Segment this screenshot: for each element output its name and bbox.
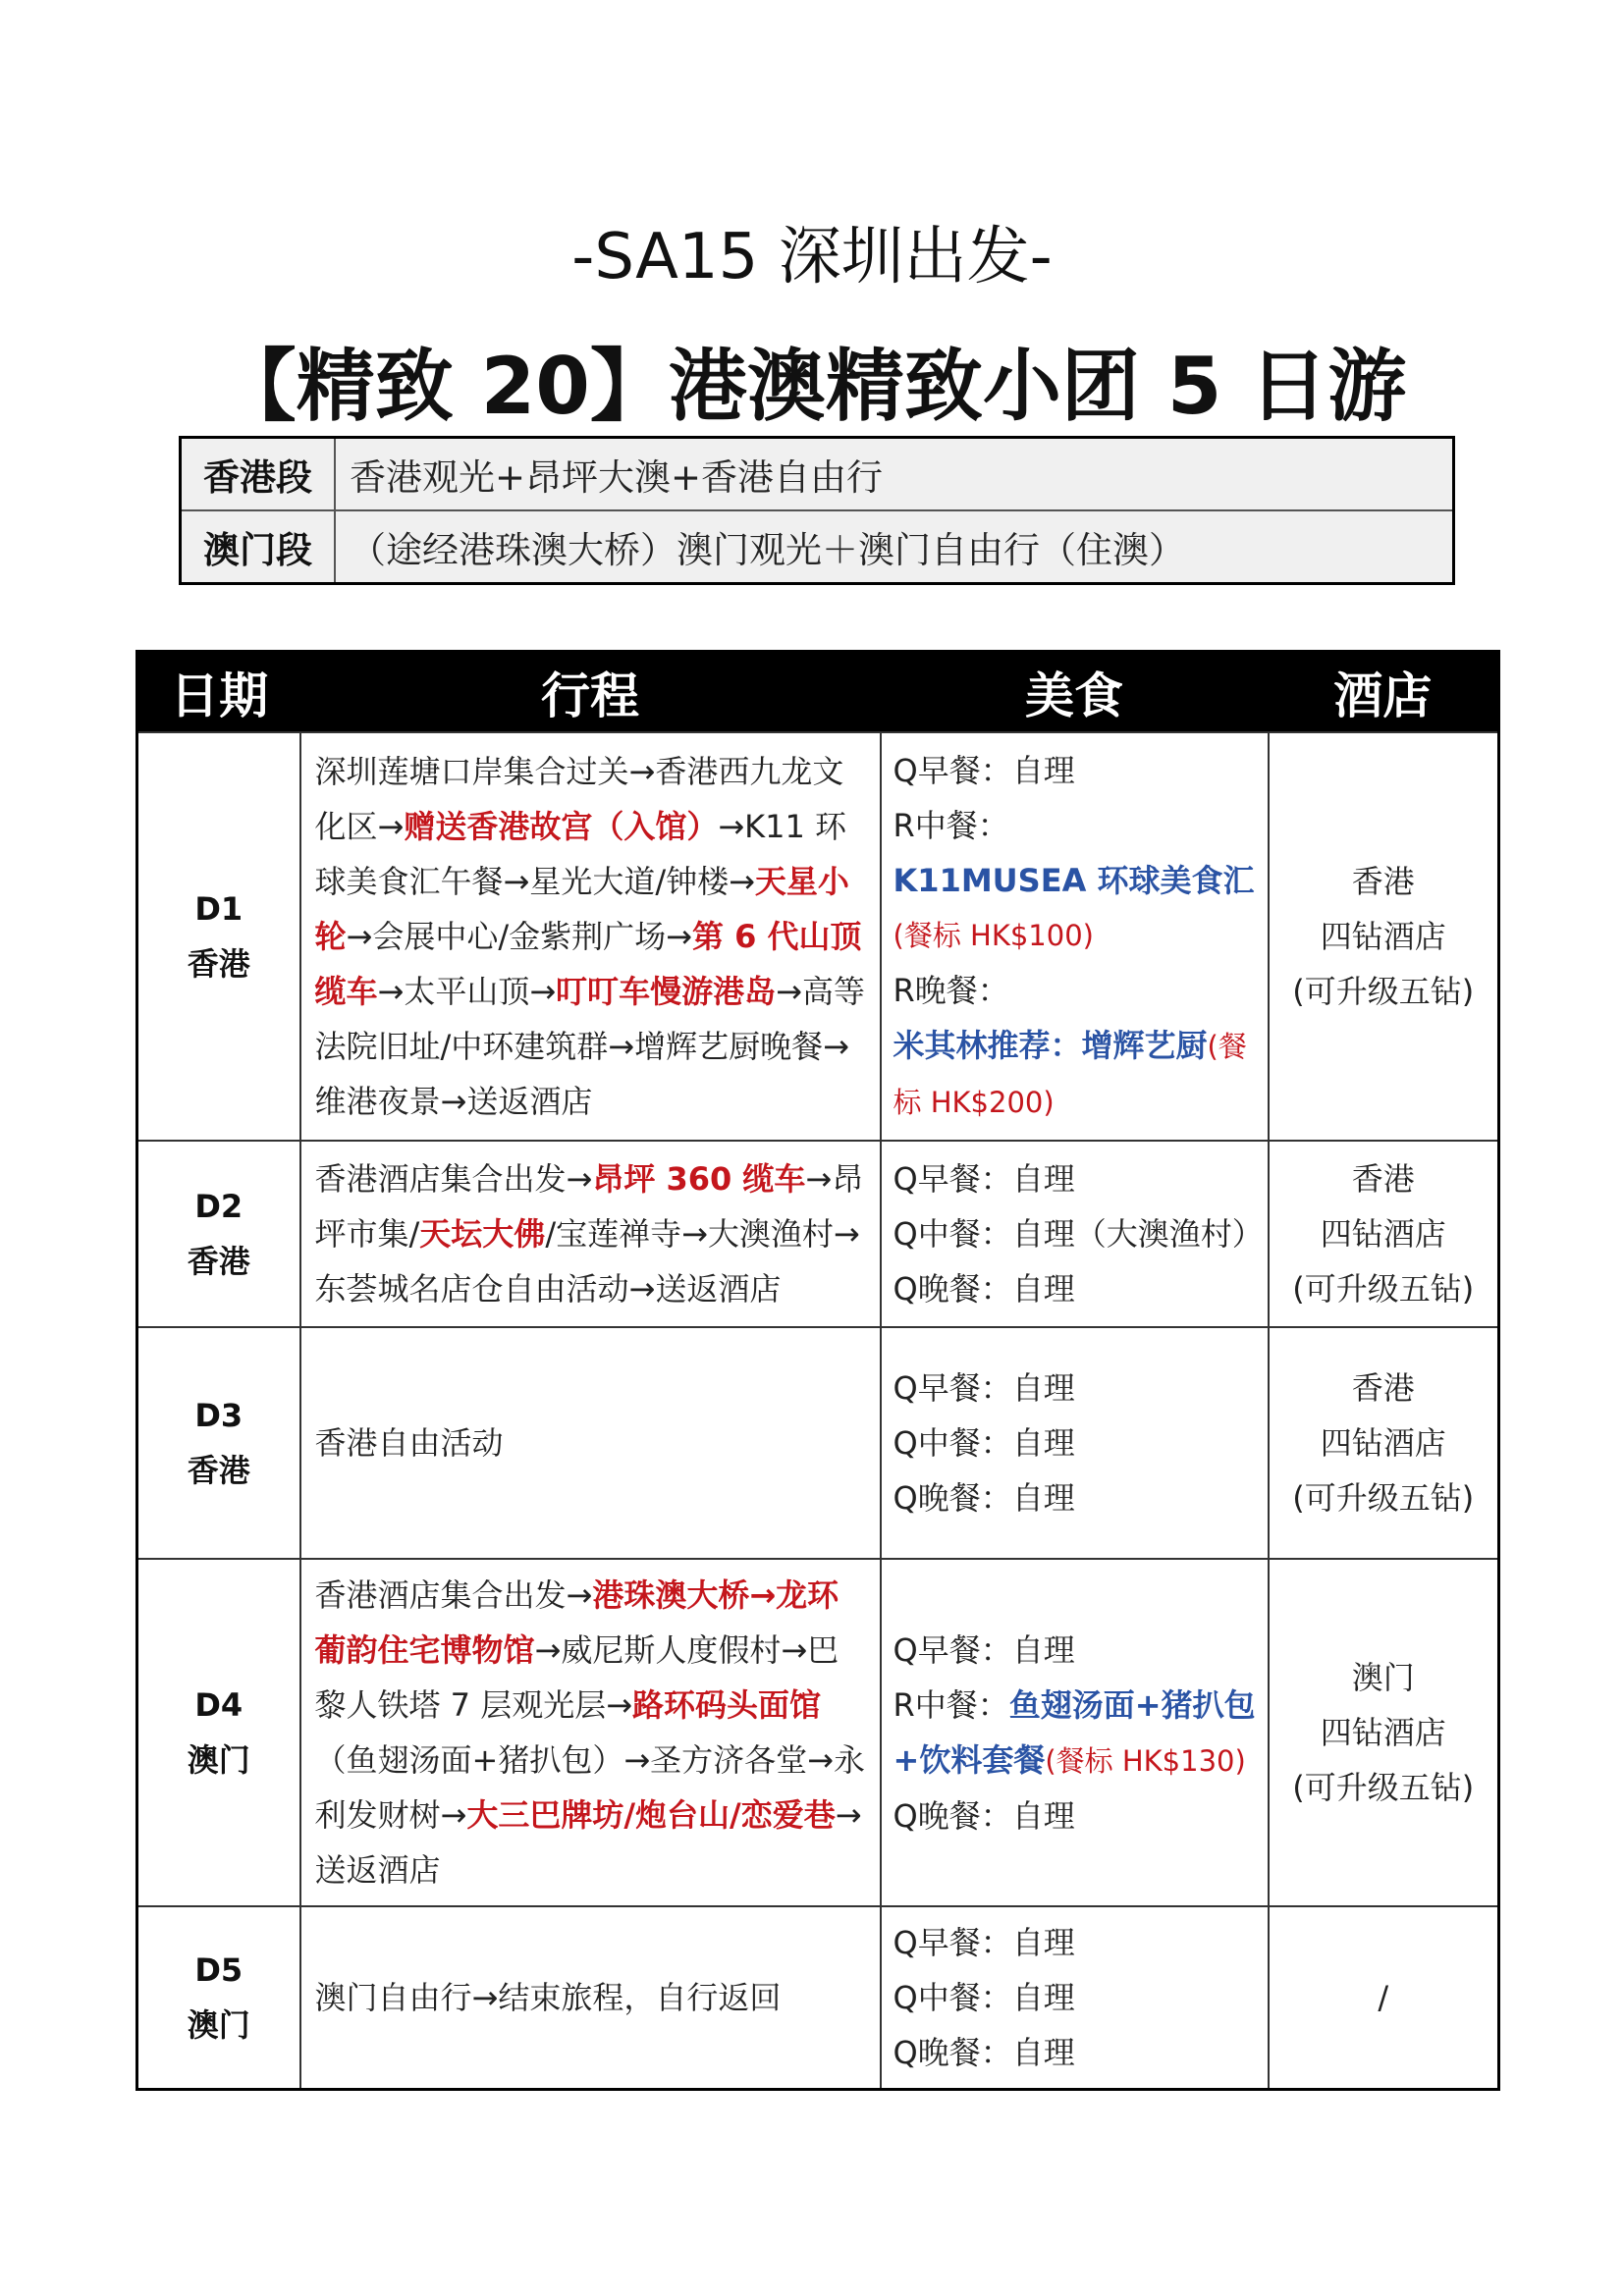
route-cell: 香港自由活动 <box>300 1327 881 1559</box>
day-city: 香港 <box>187 1452 250 1489</box>
route-text: 香港酒店集合出发→ <box>314 1160 593 1198</box>
day-code: D5 <box>194 1951 244 1989</box>
meal-cell <box>881 732 1269 1141</box>
segment-value: （途经港珠澳大桥）澳门观光＋澳门自由行（住澳） <box>335 510 1454 584</box>
itinerary-header-row <box>137 652 1499 733</box>
lunch-price: (餐标 HK$130) <box>1045 1743 1246 1778</box>
day-cell <box>137 1906 300 2090</box>
hotel-cell <box>1269 1141 1499 1327</box>
day-city: 澳门 <box>187 2006 250 2044</box>
hotel-grade: 四钻酒店 <box>1320 1424 1446 1462</box>
route-highlight: 第 6 代山顶缆车 <box>314 918 862 1010</box>
day-row <box>137 1141 1499 1327</box>
route-highlight: 赠送香港故宫（入馆） <box>404 808 719 845</box>
day-row <box>137 732 1499 1141</box>
route-text: →送返酒店 <box>314 1796 862 1889</box>
breakfast: Q早餐：自理 <box>893 752 1075 789</box>
route-text: 深圳莲塘口岸集合过关→香港西九龙文化区→ <box>314 753 844 845</box>
breakfast: Q早餐：自理 <box>893 1630 1075 1669</box>
header-date: 日期 <box>137 652 300 733</box>
dinner-price: (餐标 HK$200) <box>893 1030 1247 1119</box>
day-code: D2 <box>194 1188 244 1225</box>
route-cell <box>300 1141 881 1327</box>
dinner: Q晚餐：自理 <box>893 2034 1075 2071</box>
header-route: 行程 <box>300 652 881 733</box>
route-text: →威尼斯人度假村→巴黎人铁塔 7 层观光层→ <box>314 1631 839 1724</box>
route-text: →K11 环球美食汇午餐→星光大道/钟楼→ <box>314 808 847 900</box>
segment-label: 香港段 <box>181 438 336 511</box>
route-text: →太平山顶→ <box>377 973 557 1010</box>
day-cell <box>137 1141 300 1327</box>
meal-cell <box>881 1327 1269 1559</box>
lunch-price: (餐标 HK$100) <box>893 919 1094 952</box>
route-text: （鱼翅汤面+猪扒包）→圣方济各堂→永利发财树→ <box>314 1741 865 1834</box>
hotel-cell <box>1269 732 1499 1141</box>
route-text: /宝莲禅寺→大澳渔村→东荟城名店仓自由活动→送返酒店 <box>314 1215 860 1308</box>
meal-cell <box>881 1141 1269 1327</box>
lunch-venue: 鱼翅汤面+猪扒包+饮料套餐 <box>893 1685 1256 1779</box>
hotel-city: 香港 <box>1351 1160 1415 1198</box>
dinner: Q晚餐：自理 <box>893 1796 1075 1835</box>
route-cell: 澳门自由行→结束旅程，自行返回 <box>300 1906 881 2090</box>
header-hotel: 酒店 <box>1269 652 1499 733</box>
segment-summary-table <box>179 436 1455 585</box>
lunch: Q中餐：自理 <box>893 1979 1075 2016</box>
header-food: 美食 <box>881 652 1269 733</box>
day-row <box>137 1906 1499 2090</box>
day-code: D4 <box>194 1686 244 1724</box>
hotel-grade: 四钻酒店 <box>1320 1714 1446 1751</box>
breakfast: Q早餐：自理 <box>893 1369 1075 1407</box>
day-cell <box>137 1327 300 1559</box>
hotel-upgrade: (可升级五钻) <box>1292 1479 1475 1517</box>
hotel-city: 澳门 <box>1351 1659 1415 1696</box>
route-text: 香港酒店集合出发→ <box>314 1576 593 1614</box>
route-highlight: 大三巴牌坊/炮台山/恋爱巷 <box>466 1796 836 1834</box>
day-city: 香港 <box>187 945 250 983</box>
day-cell <box>137 732 300 1141</box>
hotel-cell <box>1269 1327 1499 1559</box>
breakfast: Q早餐：自理 <box>893 1160 1075 1198</box>
route-highlight: 港珠澳大桥→龙环葡韵住宅博物馆 <box>314 1576 839 1669</box>
subtitle: -SA15 深圳出发- <box>571 221 1053 294</box>
dinner-venue: 米其林推荐：增辉艺厨 <box>893 1027 1208 1064</box>
breakfast: Q早餐：自理 <box>893 1924 1075 1961</box>
day-cell <box>137 1559 300 1906</box>
meal-cell <box>881 1906 1269 2090</box>
hotel-cell: / <box>1269 1906 1499 2090</box>
lunch-label: R中餐： <box>893 807 1009 844</box>
day-city: 香港 <box>187 1243 250 1280</box>
route-highlight: 天坛大佛 <box>419 1215 546 1253</box>
route-text: →昂坪市集/ <box>314 1160 864 1253</box>
dinner-label: R晚餐： <box>893 972 1009 1009</box>
page-title: 【精致 20】港澳精致小团 5 日游 <box>217 341 1407 432</box>
meal-cell <box>881 1559 1269 1906</box>
hotel-upgrade: (可升级五钻) <box>1292 1270 1475 1308</box>
lunch: Q中餐：自理（大澳渔村） <box>893 1215 1264 1253</box>
lunch-venue: K11MUSEA 环球美食汇 <box>893 862 1255 899</box>
hotel-city: 香港 <box>1351 863 1415 900</box>
route-highlight: 昂坪 360 缆车 <box>592 1160 806 1198</box>
hotel-upgrade: (可升级五钻) <box>1292 973 1475 1010</box>
route-cell <box>300 732 881 1141</box>
hotel-grade: 四钻酒店 <box>1320 1215 1446 1253</box>
route-highlight: 路环码头面馆 <box>632 1686 822 1724</box>
lunch-label: R中餐： <box>893 1685 1009 1724</box>
segment-label: 澳门段 <box>181 510 336 584</box>
day-code: D1 <box>194 890 244 928</box>
hotel-grade: 四钻酒店 <box>1320 918 1446 955</box>
route-cell <box>300 1559 881 1906</box>
route-text: →会展中心/金紫荆广场→ <box>346 918 692 955</box>
dinner: Q晚餐：自理 <box>893 1270 1075 1308</box>
route-highlight: 天星小轮 <box>314 863 849 955</box>
lunch: Q中餐：自理 <box>893 1424 1075 1462</box>
segment-value: 香港观光+昂坪大澳+香港自由行 <box>335 438 1454 511</box>
hotel-city: 香港 <box>1351 1369 1415 1407</box>
itinerary-table <box>135 650 1500 2091</box>
day-code: D3 <box>194 1397 244 1434</box>
day-row <box>137 1559 1499 1906</box>
segment-row-macau <box>181 510 1454 584</box>
hotel-cell <box>1269 1559 1499 1906</box>
day-row <box>137 1327 1499 1559</box>
route-text: →高等法院旧址/中环建筑群→增辉艺厨晚餐→维港夜景→送返酒店 <box>314 973 865 1120</box>
day-city: 澳门 <box>187 1741 250 1779</box>
route-highlight: 叮叮车慢游港岛 <box>556 973 777 1010</box>
segment-row-hongkong <box>181 438 1454 511</box>
hotel-upgrade: (可升级五钻) <box>1292 1769 1475 1806</box>
dinner: Q晚餐：自理 <box>893 1479 1075 1517</box>
